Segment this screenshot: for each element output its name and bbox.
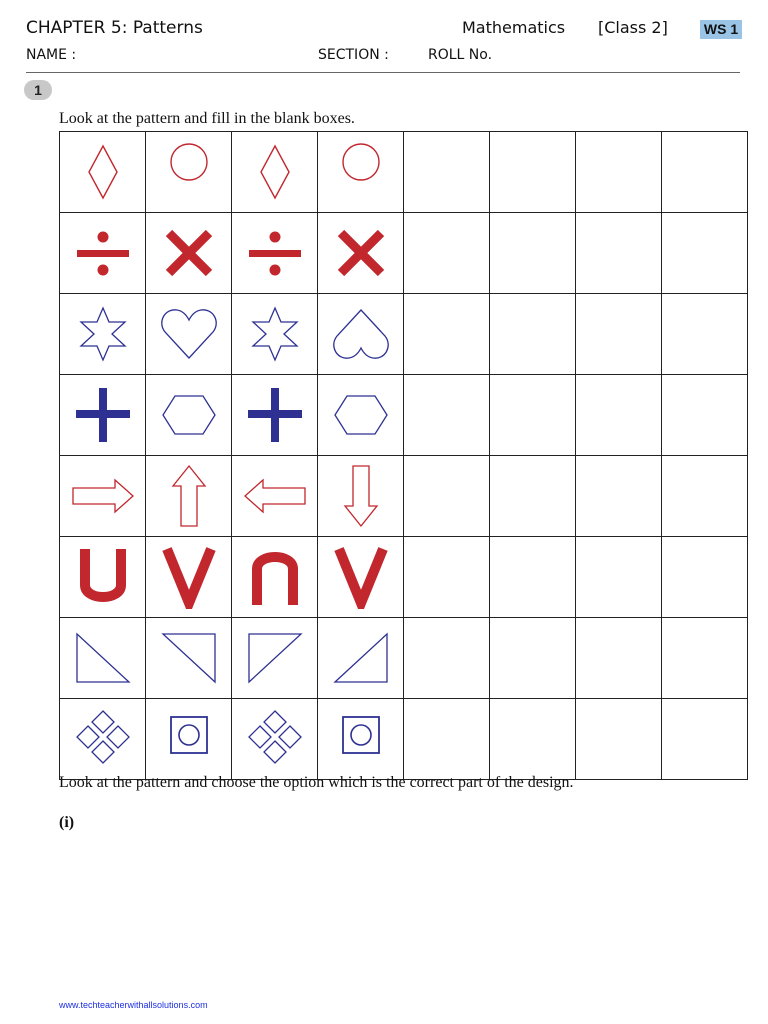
blank-answer-box[interactable] (404, 213, 490, 294)
triangle-bottom-right-icon (329, 626, 393, 690)
plus-icon (243, 383, 307, 447)
square-circle-icon (157, 707, 221, 771)
pattern-cell (60, 132, 146, 213)
blank-answer-box[interactable] (576, 699, 662, 780)
pattern-cell (146, 456, 232, 537)
worksheet-badge: WS 1 (700, 20, 742, 39)
multiply-icon (157, 221, 221, 285)
pattern-cell (146, 132, 232, 213)
blank-answer-box[interactable] (404, 456, 490, 537)
blank-answer-box[interactable] (490, 213, 576, 294)
subpart-label: (i) (59, 814, 75, 831)
heart-upside-down-icon (329, 302, 393, 366)
header-divider (26, 72, 740, 73)
pattern-cell (60, 537, 146, 618)
pattern-cell (232, 132, 318, 213)
four-diamonds-icon (71, 707, 135, 771)
multiply-icon (329, 221, 393, 285)
blank-answer-box[interactable] (576, 456, 662, 537)
pattern-cell (318, 699, 404, 780)
blank-answer-box[interactable] (662, 699, 748, 780)
blank-answer-box[interactable] (576, 132, 662, 213)
blank-answer-box[interactable] (490, 132, 576, 213)
blank-answer-box[interactable] (576, 213, 662, 294)
grid-row (60, 294, 748, 375)
blank-answer-box[interactable] (662, 213, 748, 294)
divide-icon (71, 221, 135, 285)
blank-answer-box[interactable] (662, 132, 748, 213)
name-label: NAME : (26, 47, 77, 63)
pattern-cell (232, 537, 318, 618)
blank-answer-box[interactable] (404, 537, 490, 618)
pattern-cell (146, 213, 232, 294)
heart-outline-icon (157, 302, 221, 366)
blank-answer-box[interactable] (404, 699, 490, 780)
blank-answer-box[interactable] (662, 618, 748, 699)
instruction-choose-option: Look at the pattern and choose the option which is the correct part of the design. (59, 774, 574, 791)
arrow-down-icon (329, 464, 393, 528)
pattern-cell (318, 132, 404, 213)
blank-answer-box[interactable] (490, 537, 576, 618)
grid-row (60, 537, 748, 618)
blank-answer-box[interactable] (490, 618, 576, 699)
question-number-badge: 1 (24, 80, 52, 100)
pattern-cell (318, 375, 404, 456)
pattern-cell (318, 537, 404, 618)
pattern-cell (232, 456, 318, 537)
pattern-cell (60, 375, 146, 456)
blank-answer-box[interactable] (490, 699, 576, 780)
blank-answer-box[interactable] (662, 456, 748, 537)
pattern-cell (146, 537, 232, 618)
pattern-cell (318, 456, 404, 537)
pattern-cell (60, 699, 146, 780)
pattern-cell (232, 618, 318, 699)
arrow-right-icon (71, 464, 135, 528)
subject-label: Mathematics (462, 18, 566, 37)
star-outline-icon (71, 302, 135, 366)
pattern-cell (60, 456, 146, 537)
instruction-fill-blanks: Look at the pattern and fill in the blank boxes. (59, 110, 355, 127)
letter-v-icon (157, 545, 221, 609)
blank-answer-box[interactable] (662, 375, 748, 456)
class-label: [Class 2] (598, 18, 668, 37)
diamond-outline-icon (243, 140, 307, 204)
grid-row (60, 699, 748, 780)
four-diamonds-icon (243, 707, 307, 771)
circle-outline-icon (157, 140, 221, 204)
arrow-up-icon (157, 464, 221, 528)
pattern-cell (318, 213, 404, 294)
triangle-top-left-icon (243, 626, 307, 690)
roll-label: ROLL No. (428, 47, 493, 63)
pattern-cell (60, 618, 146, 699)
triangle-top-right-icon (157, 626, 221, 690)
blank-answer-box[interactable] (662, 294, 748, 375)
blank-answer-box[interactable] (576, 294, 662, 375)
star-outline-icon (243, 302, 307, 366)
letter-u-icon (71, 545, 135, 609)
blank-answer-box[interactable] (490, 294, 576, 375)
pattern-cell (146, 699, 232, 780)
blank-answer-box[interactable] (662, 537, 748, 618)
circle-outline-icon (329, 140, 393, 204)
square-circle-icon (329, 707, 393, 771)
hexagon-outline-icon (329, 383, 393, 447)
pattern-cell (146, 294, 232, 375)
blank-answer-box[interactable] (490, 375, 576, 456)
pattern-cell (232, 699, 318, 780)
pattern-grid (59, 131, 748, 780)
footer-url[interactable]: www.techteacherwithallsolutions.com (59, 1000, 208, 1010)
pattern-cell (146, 618, 232, 699)
pattern-cell (318, 618, 404, 699)
blank-answer-box[interactable] (576, 618, 662, 699)
letter-v-icon (329, 545, 393, 609)
section-label: SECTION : (318, 47, 389, 63)
pattern-cell (318, 294, 404, 375)
plus-icon (71, 383, 135, 447)
pattern-cell (232, 375, 318, 456)
letter-n-icon (243, 545, 307, 609)
blank-answer-box[interactable] (576, 537, 662, 618)
pattern-cell (232, 213, 318, 294)
blank-answer-box[interactable] (404, 294, 490, 375)
pattern-cell (60, 213, 146, 294)
blank-answer-box[interactable] (490, 456, 576, 537)
arrow-left-icon (243, 464, 307, 528)
triangle-bottom-left-icon (71, 626, 135, 690)
grid-row (60, 213, 748, 294)
pattern-cell (60, 294, 146, 375)
blank-answer-box[interactable] (404, 618, 490, 699)
chapter-title: CHAPTER 5: Patterns (26, 18, 203, 38)
diamond-outline-icon (71, 140, 135, 204)
grid-row (60, 132, 748, 213)
blank-answer-box[interactable] (576, 375, 662, 456)
blank-answer-box[interactable] (404, 132, 490, 213)
blank-answer-box[interactable] (404, 375, 490, 456)
hexagon-outline-icon (157, 383, 221, 447)
pattern-cell (232, 294, 318, 375)
pattern-cell (146, 375, 232, 456)
grid-row (60, 618, 748, 699)
grid-row (60, 375, 748, 456)
divide-icon (243, 221, 307, 285)
grid-row (60, 456, 748, 537)
